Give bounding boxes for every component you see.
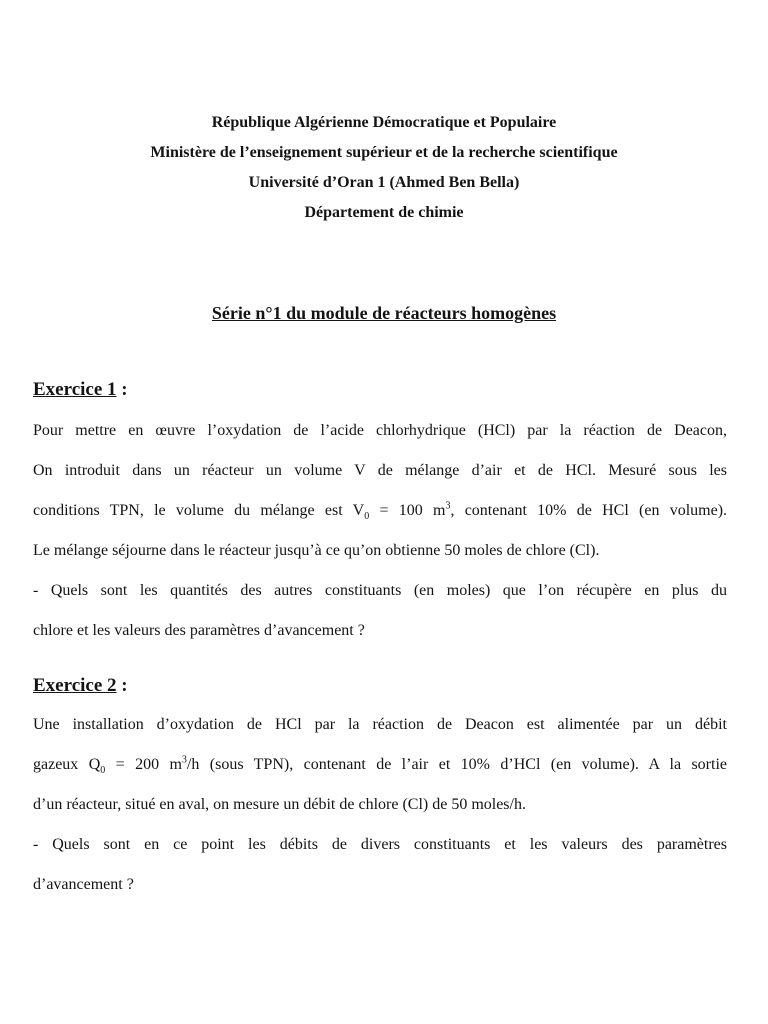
exercise-2-line: [33, 745, 727, 785]
exercise-2-heading: [33, 673, 128, 699]
exercise-2-line: d’avancement ?: [33, 876, 134, 893]
exercise-2-text-fragment: = 200 m: [105, 756, 182, 773]
header-department: Département de chimie: [304, 204, 464, 221]
exercise-1-line: On introduit dans un réacteur un volume V de mélange d’air et de HCl. Mesuré sous les: [33, 462, 727, 479]
exercise-2-text-fragment: /h (sous TPN), contenant de l’air et 10% d’HCl (en volume). A la sortie: [186, 756, 728, 773]
header-republic: République Algérienne Démocratique et Populaire: [211, 114, 557, 131]
header-ministry: Ministère de l’enseignement supérieur et de la recherche scientifique: [150, 144, 618, 161]
series-title-text: Série n°1 du module de réacteurs homogènes: [211, 303, 557, 323]
exercise-1-heading: [33, 377, 128, 403]
superscript-three: 3: [181, 754, 187, 766]
exercise-1-text-fragment: = 100 m: [369, 502, 446, 519]
exercise-2-question: - Quels sont en ce point les débits de divers constituants et les valeurs des paramètres: [33, 836, 727, 853]
header-university: Université d’Oran 1 (Ahmed Ben Bella): [248, 174, 520, 191]
exercise-2-name: Exercice 2: [33, 675, 117, 696]
exercise-1-line: Le mélange séjourne dans le réacteur jusqu’à ce qu’on obtienne 50 moles de chlore (Cl).: [33, 542, 600, 559]
exercise-1-colon: :: [116, 379, 128, 400]
exercise-2-line: d’un réacteur, situé en aval, on mesure un débit de chlore (Cl) de 50 moles/h.: [33, 796, 526, 813]
exercise-1-question: - Quels sont les quantités des autres constituants (en moles) que l’on récupère en plus du: [33, 582, 727, 599]
exercise-1-line: [33, 491, 727, 531]
exercise-2-line: Une installation d’oxydation de HCl par la réaction de Deacon est alimentée par un débit: [33, 716, 727, 733]
superscript-three: 3: [445, 500, 451, 512]
exercise-1-text: [33, 411, 727, 651]
subscript-zero: 0: [364, 511, 370, 523]
exercise-2-text-fragment: gazeux Q: [33, 756, 101, 773]
exercise-1-text-fragment: conditions TPN, le volume du mélange est V: [33, 502, 365, 519]
exercise-1-line: chlore et les valeurs des paramètres d’avancement ?: [33, 622, 365, 639]
exercise-2-colon: :: [116, 675, 128, 696]
exercise-1-text-fragment: , contenant 10% de HCl (en volume).: [450, 502, 728, 519]
exercise-1-name: Exercice 1: [33, 379, 117, 400]
exercise-1-line: Pour mettre en œuvre l’oxydation de l’acide chlorhydrique (HCl) par la réaction de Deacon,: [33, 422, 727, 439]
exercise-2-text: [33, 705, 727, 905]
series-title: [0, 300, 768, 326]
subscript-zero: 0: [100, 765, 106, 777]
document-header: [0, 108, 768, 228]
